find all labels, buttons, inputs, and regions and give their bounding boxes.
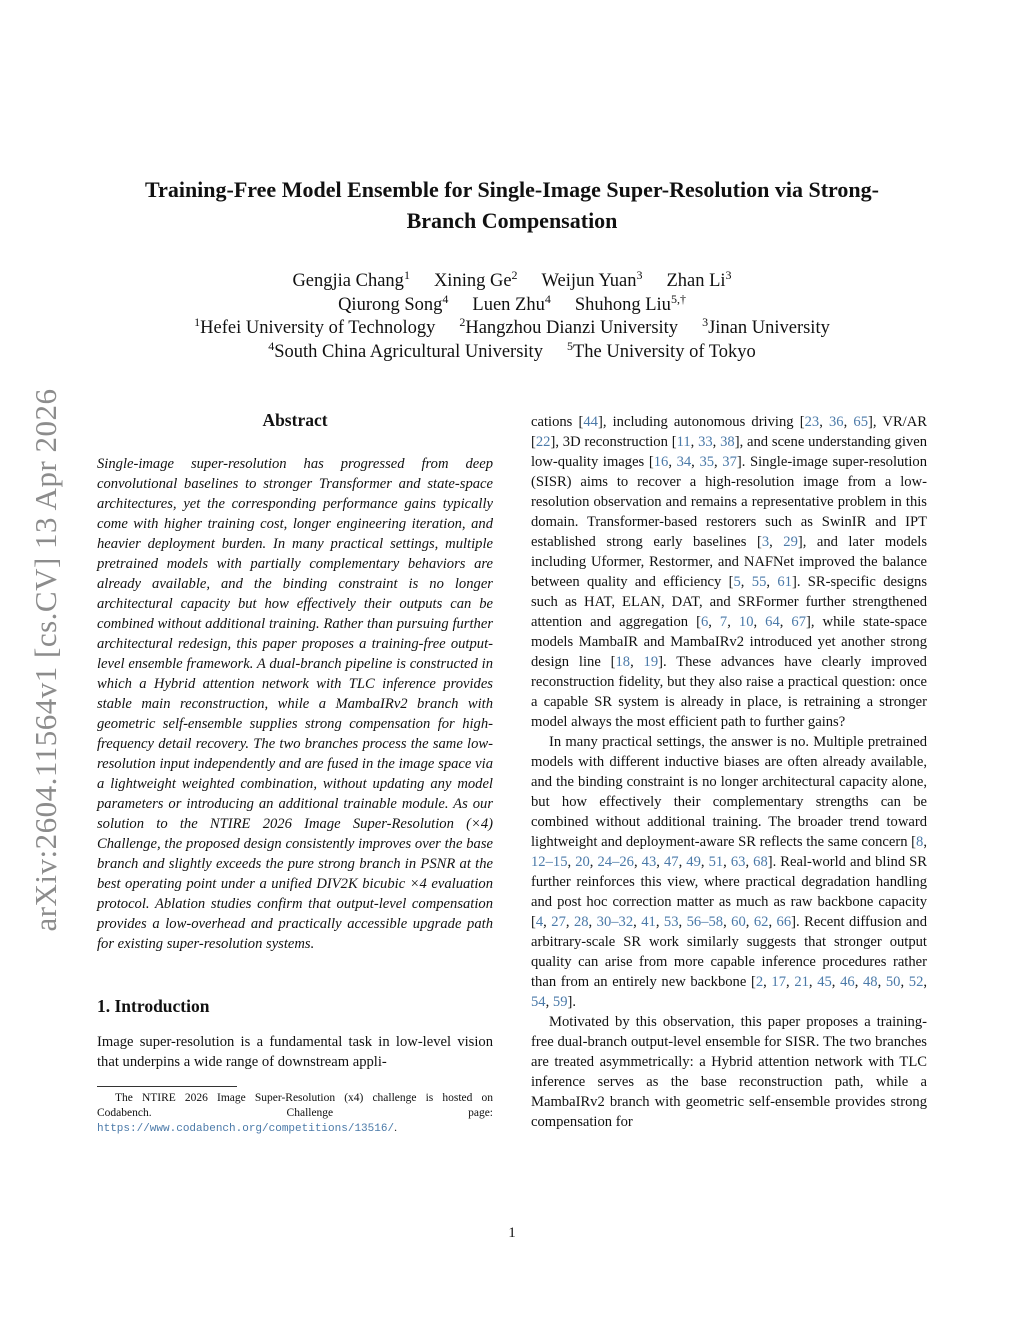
arxiv-identifier-text: arXiv:2604.11564v1 [cs.CV] 13 Apr 2026 xyxy=(28,388,63,932)
citation-link[interactable]: 11 xyxy=(676,434,691,450)
citation-link[interactable]: 54 xyxy=(531,994,546,1010)
citation-link[interactable]: 60 xyxy=(731,914,746,930)
citation-link[interactable]: 64 xyxy=(765,614,780,630)
citation-link[interactable]: 18 xyxy=(615,654,631,670)
citation-link[interactable]: 52 xyxy=(908,974,924,990)
introduction-paragraph-start: Image super-resolution is a fundamental task in low-level vision that underpins a wide range of downstream appli- xyxy=(97,1034,493,1070)
citation-link[interactable]: 17 xyxy=(771,974,787,990)
citation-link[interactable]: 7 xyxy=(719,614,728,630)
citation-link[interactable]: 24–26 xyxy=(597,854,634,870)
citation-link[interactable]: 68 xyxy=(753,854,768,870)
citation-link[interactable]: 19 xyxy=(643,654,659,670)
citation-link[interactable]: 5 xyxy=(733,574,741,590)
citation-link[interactable]: 47 xyxy=(663,854,679,870)
author-name: Xining Ge$^2$ xyxy=(433,268,518,291)
citation-link[interactable]: 48 xyxy=(862,974,878,990)
author-name: Weijun Yuan$^3$ xyxy=(541,268,643,291)
citation-link[interactable]: 22 xyxy=(535,434,551,450)
affiliations-row-1 xyxy=(100,317,924,341)
abstract-heading: Abstract xyxy=(262,410,328,430)
citation-link[interactable]: 44 xyxy=(583,414,598,430)
citation-link[interactable]: 50 xyxy=(885,974,901,990)
citation-link[interactable]: 51 xyxy=(708,854,724,870)
author-block xyxy=(100,270,924,364)
arxiv-identifier xyxy=(24,360,68,960)
citation-link[interactable]: 56–58 xyxy=(686,914,724,930)
affiliation: $^4$South China Agricultural University xyxy=(268,338,543,362)
page-number: 1 xyxy=(508,1225,516,1241)
citation-link[interactable]: 35 xyxy=(699,454,715,470)
citation-link[interactable]: 34 xyxy=(676,454,692,470)
citation-link[interactable]: 53 xyxy=(663,914,679,930)
citation-link[interactable]: 36 xyxy=(829,414,844,430)
intro-paragraph-3: Motivated by this observation, this paper proposes a training-free dual-branch output-level ensemble for SISR. The two branches are treated asymmetrically: a Hybrid attention network with TLC inference serves as the base reconstruction path, while a MambaIRv2 branch with geometric self-ensemble provides strong compensation for xyxy=(531,1014,927,1130)
citation-link[interactable]: 28 xyxy=(573,914,589,930)
authors-row-2 xyxy=(100,291,924,318)
citation-link[interactable]: 67 xyxy=(791,614,807,630)
authors-row-1 xyxy=(100,270,924,294)
citation-link[interactable]: 29 xyxy=(783,534,798,550)
citation-link[interactable]: 30–32 xyxy=(596,914,634,930)
citation-link[interactable]: 38 xyxy=(720,434,735,450)
affiliation: $^1$Hefei University of Technology xyxy=(194,315,436,338)
citation-link[interactable]: 65 xyxy=(853,414,868,430)
intro-paragraph-2: In many practical settings, the answer is no. Multiple pretrained models with different inductive biases are often already available, and the binding constraint is no longer architectural capacity alone, but how effectively their complementary strengths can be combined without additional training. The broader trend toward lightweight and deployment-aware SR reflects the same concern [8, 12–15, 20, 24–26, 43, 47, 49, 51, 63, 68]. Real-world and blind SR further reinforces this view, where practical degradation handling and post hoc correction matter as much as raw backbone capacity [4, 27, 28, 30–32, 41, 53, 56–58, 60, 62, 66]. Recent diffusion and arbitrary-scale SR work similarly suggests that stronger output quality can arise from more capable inference procedures rather than from an entirely new backbone [2, 17, 21, 45, 46, 48, 50, 52, 54, 59]. xyxy=(531,734,928,1010)
citation-link[interactable]: 27 xyxy=(551,914,566,930)
affiliation: $^5$The University of Tokyo xyxy=(566,338,756,362)
citation-link[interactable]: 45 xyxy=(817,974,832,990)
citation-link[interactable]: 62 xyxy=(753,914,769,930)
citation-link[interactable]: 46 xyxy=(840,974,855,990)
author-name: Luen Zhu$^4$ xyxy=(472,291,551,315)
author-name: Zhan Li$^3$ xyxy=(666,268,732,291)
author-name: Shuhong Liu$^{5,\dagger}$ xyxy=(574,291,686,315)
affiliations-row-2 xyxy=(100,338,924,365)
citation-link[interactable]: 43 xyxy=(641,854,657,870)
footnote: The NTIRE 2026 Image Super-Resolution (x4) challenge is hosted on Codabench. Challenge page: https://www.codabench.org/competitions/13516/. xyxy=(97,1092,493,1135)
paper-title: Training-Free Model Ensemble for Single-Image Super-Resolution via Strong-Branch Compensation xyxy=(145,177,879,233)
citation-link[interactable]: 8 xyxy=(916,834,924,850)
citation-link[interactable]: 49 xyxy=(686,854,701,870)
citation-link[interactable]: 66 xyxy=(776,914,792,930)
left-column xyxy=(97,408,493,1137)
citation-link[interactable]: 4 xyxy=(535,914,544,930)
footnote-rule xyxy=(97,1086,237,1087)
citation-link[interactable]: 59 xyxy=(552,994,568,1010)
affiliation: $^2$Hangzhou Dianzi University xyxy=(459,315,679,338)
right-column xyxy=(531,412,927,1132)
citation-link[interactable]: 12–15 xyxy=(531,854,568,870)
citation-link[interactable]: 55 xyxy=(751,574,767,590)
citation-link[interactable]: 20 xyxy=(575,854,590,870)
citation-link[interactable]: 3 xyxy=(761,534,770,550)
challenge-page-link[interactable]: https://www.codabench.org/competitions/13516/ xyxy=(97,1123,395,1135)
footnote-text: The NTIRE 2026 Image Super-Resolution (x4) challenge is hosted on Codabench. Challenge page: xyxy=(97,1092,493,1119)
author-name: Gengjia Chang$^1$ xyxy=(292,268,410,291)
affiliation: $^3$Jinan University xyxy=(702,315,830,338)
introduction-heading: 1. Introduction xyxy=(97,996,210,1016)
citation-link[interactable]: 6 xyxy=(700,614,709,630)
citation-link[interactable]: 37 xyxy=(722,454,737,470)
citation-link[interactable]: 16 xyxy=(653,454,669,470)
author-name: Qiurong Song$^4$ xyxy=(338,291,449,315)
citation-link[interactable]: 33 xyxy=(698,434,713,450)
citation-link[interactable]: 63 xyxy=(730,854,746,870)
citation-link[interactable]: 10 xyxy=(738,614,754,630)
citation-link[interactable]: 61 xyxy=(777,574,792,590)
citation-link[interactable]: 23 xyxy=(804,414,820,430)
citation-link[interactable]: 41 xyxy=(641,914,656,930)
citation-link[interactable]: 2 xyxy=(755,974,764,990)
intro-paragraph-1: cations [44], including autonomous driving [23, 36, 65], VR/AR [22], 3D reconstruction [11, 33, 38], and scene understanding given low-quality images [16, 34, 35, 37]. Single-image super-resolution (SISR) aims to recover a high-resolution image from a low-resolution observation and remains a representative problem in this domain. Transformer-based restorers such as SwinIR and IPT established strong early baselines [3, 29], and later models including Uformer, Restormer, and NAFNet improved the balance between quality and efficiency [5, 55, 61]. SR-specific designs such as HAT, ELAN, DAT, and SRFormer further strengthened attention and aggregation [6, 7, 10, 64, 67], while state-space models MambaIR and MambaIRv2 introduced yet another strong design line [18, 19]. These advances have clearly improved reconstruction fidelity, but they also raise a practical question: once a capable SR system is already in place, is retraining a stronger model always the most efficient path to further gains? xyxy=(531,414,928,730)
citation-link[interactable]: 21 xyxy=(794,974,809,990)
abstract-body: Single-image super-resolution has progressed from deep convolutional baselines to stronger Transformer and state-space architectures, yet the corresponding performance gains typically come with higher training cost, longer engineering iteration, and heavier deployment burden. In many practical settings, multiple pretrained models with partially complementary behaviors are already available, and the binding constraint is no longer architectural capacity but how effectively their outputs can be combined without additional training. Rather than pursuing further architectural redesign, this paper proposes a training-free output-level ensemble framework. A dual-branch pipeline is constructed in which a Hybrid attention network with TLC inference provides stable main reconstruction, while a MambaIRv2 branch with geometric self-ensemble supplies strong compensation for high-frequency detail recovery. The two branches process the same low-resolution input independently and are fused in the image space via a lightweight weighted combination, without updating any model parameters or introducing an additional trainable module. As our solution to the NTIRE 2026 Image Super-Resolution (×4) Challenge, the proposed design consistently improves over the base branch and slightly exceeds the pure strong branch in PSNR at the best operating point under a unified DIV2K bicubic ×4 evaluation protocol. Ablation studies confirm that output-level compensation provides a low-overhead and practically accessible upgrade path for existing super-resolution systems. xyxy=(97,456,493,952)
